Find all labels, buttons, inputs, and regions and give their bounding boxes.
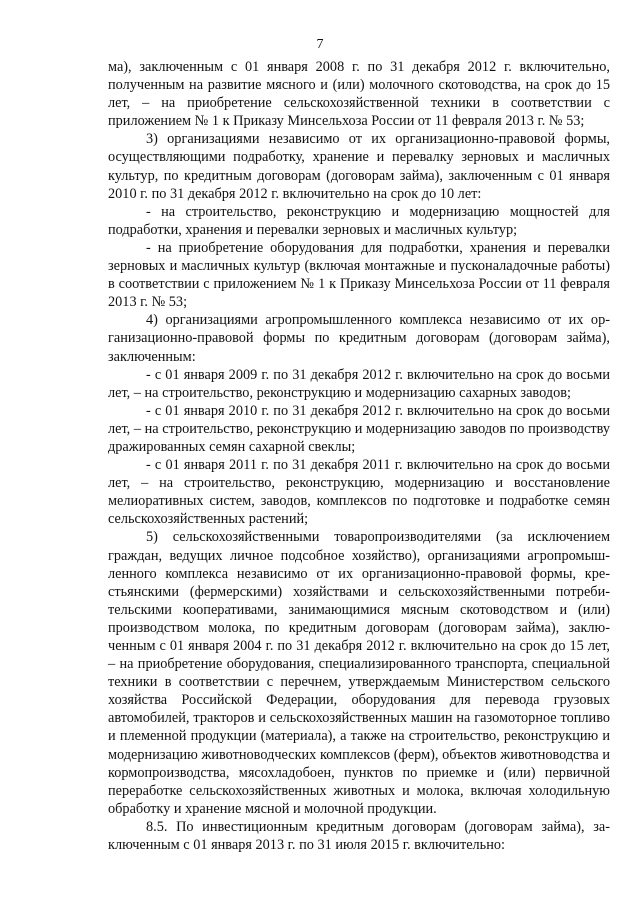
paragraph-item-4: 4) организациями агропромышленного комплекса независимо от их организационно-правовой формы по кредитным договорам (договорам займа), заключенным:: [108, 312, 610, 365]
paragraph-item-3-construction: - на строительство, реконструкцию и модернизацию мощностей для подработки, хранения и перевалки зерновых и масличных культур;: [108, 203, 610, 238]
paragraph-item-4-seed-plants: - с 01 января 2010 г. по 31 декабря 2012 г. включительно на срок до восьми лет, – на строительство, реконструкцию и модернизацию заводов по производству дражированных семян сахарной свеклы;: [108, 402, 610, 455]
paragraph-item-3: 3) организациями независимо от их организационно-правовой формы, осуществляющими подработку, хранение и перевалку зерновых и масличных культур, по кредитным договорам (договорам займа), заключенным с 01 января 2010 г. по 31 декабря 2012 г. включительно на срок до 10 лет:: [108, 131, 610, 202]
paragraph-item-4-melioration: - с 01 января 2011 г. по 31 декабря 2011 г. включительно на срок до восьми лет, – на строительство, реконструкцию, модернизацию и восстановление мелиоративных систем, заводов, комплексов по подготовке и подработке семян сельскохозяйственных растений;: [108, 457, 610, 528]
paragraph-item-4-sugar-plants: - с 01 января 2009 г. по 31 декабря 2012 г. включительно на срок до восьми лет, – на строительство, реконструкцию и модернизацию сахарных заводов;: [108, 366, 610, 401]
paragraph-item-5: 5) сельскохозяйственными товаропроизводителями (за исключением граждан, ведущих личное подсобное хозяйство), организациями агропромышленного комплекса независимо от их организационно-правовой формы, крестьянскими (фермерскими) хозяйствами и сельскохозяйственными потребительскими кооперативами, занимающимися мясным скотоводством и (или) производством молока, по кредитным договорам (договорам займа), заключенным с 01 января 2004 г. по 31 декабря 2012 г. включительно на срок до 15 лет, – на приобретение оборудования, специализированного транспорта, специальной техники в соответствии с перечнем, утверждаемым Министерством сельского хозяйства Российской Федерации, оборудования для перевода грузовых автомобилей, тракторов и сельскохозяйственных машин на газомоторное топливо и племенной продукции (материала), а также на строительство, реконструкцию и модернизацию животноводческих комплексов (ферм), объектов животноводства и кормопроизводства, мясохладобоен, пунктов по приемке и (или) первичной переработке сельскохозяйственных животных и молока, включая холодильную обработку и хранение мясной и молочной продукции.: [108, 529, 610, 817]
paragraph-item-3-equipment: - на приобретение оборудования для подработки, хранения и перевалки зерновых и масличных культур (включая монтажные и пусконаладочные работы) в соответствии с приложением № 1 к Приказу Минсельхоза России от 11 февраля 2013 г. № 53;: [108, 239, 610, 311]
paragraph-continuation: ма), заключенным с 01 января 2008 г. по 31 декабря 2012 г. включительно, полученным на развитие мясного и (или) молочного скотоводства, на срок до 15 лет, – на приобретение сельскохозяйственной техники в соответствии с приложением № 1 к Приказу Минсельхоза России от 11 февраля 2013 г. № 53;: [108, 59, 610, 130]
page-number: 7: [316, 37, 324, 52]
paragraph-section-8-5: 8.5. По инвестиционным кредитным договорам (договорам займа), заключенным с 01 января 2013 г. по 31 июля 2015 г. включительно:: [108, 818, 610, 854]
document-body: [108, 58, 610, 854]
